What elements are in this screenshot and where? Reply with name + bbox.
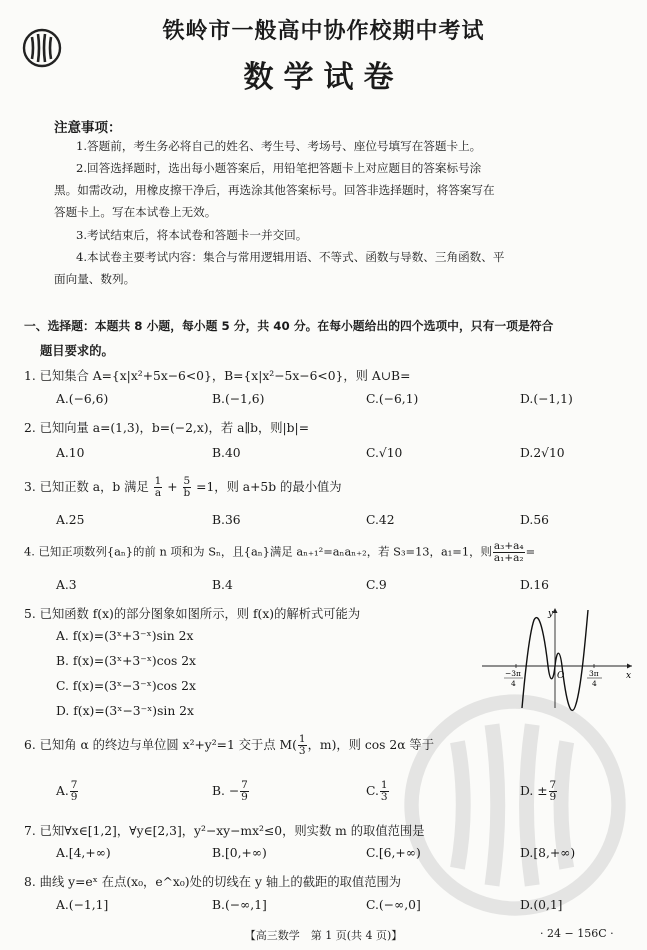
question-3-stem xyxy=(24,476,342,499)
notes-line: 2.回答选择题时，选出每小题答案后，用铅笔把答题卡上对应题目的答案标号涂 xyxy=(76,161,482,175)
question-4-stem-pre: 4. 已知正项数列{aₙ}的前 n 项和为 Sₙ，且{aₙ}满足 aₙ₊₁²=aₙaₙ₊₂，若 S₃=13，a₁=1，则 xyxy=(24,544,492,559)
question-6-option-d xyxy=(520,780,558,803)
y-axis-label: y xyxy=(548,609,554,619)
question-8-option-d: D.(0,1] xyxy=(520,898,563,912)
question-1-stem: 1. 已知集合 A={x|x²+5x−6<0}，B={x|x²−5x−6<0}，则 A∪B= xyxy=(24,369,411,383)
question-3-option-d: D.56 xyxy=(520,513,549,527)
question-7-option-b: B.[0,+∞) xyxy=(212,846,267,860)
question-2-option-d: D.2√10 xyxy=(520,446,565,460)
fraction xyxy=(298,734,307,757)
question-5-option-c: C. f(x)=(3ˣ−3⁻ˣ)cos 2x xyxy=(56,679,196,693)
fraction xyxy=(493,541,525,564)
question-2-option-c: C.√10 xyxy=(366,446,403,460)
option-letter: C. xyxy=(366,784,379,799)
question-8-option-b: B.(−∞,1] xyxy=(212,898,267,912)
denominator: 3 xyxy=(380,791,388,804)
notes-line: 1.答题前，考生务必将自己的姓名、考生号、考场号、座位号填写在答题卡上。 xyxy=(76,139,482,153)
origin-label: O xyxy=(557,671,565,681)
question-1-option-a: A.(−6,6) xyxy=(56,392,109,406)
question-5-stem: 5. 已知函数 f(x)的部分图象如图所示，则 f(x)的解析式可能为 xyxy=(24,607,361,621)
notes-line: 黑。如需改动，用橡皮擦干净后，再选涂其他答案标号。回答非选择题时，将答案写在 xyxy=(54,183,495,197)
question-4-stem-post: = xyxy=(525,544,536,559)
question-3-option-b: B.36 xyxy=(212,513,241,527)
question-7-option-d: D.[8,+∞) xyxy=(520,846,576,860)
plus-sign: + xyxy=(167,480,178,495)
question-6-stem xyxy=(24,734,434,757)
denominator: 3 xyxy=(298,745,306,758)
fraction xyxy=(183,476,192,499)
question-8-option-c: C.(−∞,0] xyxy=(366,898,421,912)
question-7-option-a: A.[4,+∞) xyxy=(56,846,111,860)
notes-line: 面向量、数列。 xyxy=(54,272,136,286)
notes-heading: 注意事项： xyxy=(54,120,122,136)
y-axis-arrow xyxy=(553,608,558,613)
question-4-stem xyxy=(24,541,535,564)
right-tick-label-denominator: 4 xyxy=(592,679,597,688)
x-axis-arrow xyxy=(627,664,632,669)
option-letter: D. ± xyxy=(520,784,548,799)
denominator: b xyxy=(183,487,191,500)
question-6-option-b xyxy=(212,780,250,803)
exam-code: · 24 − 156C · xyxy=(540,927,614,940)
left-tick-label-numerator: −3π xyxy=(505,669,521,678)
question-1-option-c: C.(−6,1) xyxy=(366,392,419,406)
question-7-option-c: C.[6,+∞) xyxy=(366,846,421,860)
option-letter: B. − xyxy=(212,784,240,799)
exam-paper-title: 数学试卷 xyxy=(243,60,404,95)
numerator: 1 xyxy=(154,475,162,487)
fraction xyxy=(549,780,558,803)
question-5-option-b: B. f(x)=(3ˣ+3⁻ˣ)cos 2x xyxy=(56,654,196,668)
notes-line: 3.考试结束后，将本试卷和答题卡一并交回。 xyxy=(76,228,308,242)
question-4-option-b: B.4 xyxy=(212,578,233,592)
numerator: 5 xyxy=(183,475,191,487)
right-tick-label-numerator: 3π xyxy=(589,669,599,678)
question-3-option-a: A.25 xyxy=(56,513,85,527)
denominator: a xyxy=(154,487,162,500)
question-2-option-b: B.40 xyxy=(212,446,241,460)
numerator: 7 xyxy=(241,779,248,791)
x-axis-label: x xyxy=(626,671,632,681)
question-5-option-d: D. f(x)=(3ˣ−3⁻ˣ)sin 2x xyxy=(56,704,194,718)
function-graph xyxy=(478,604,636,712)
question-6-stem-post: ，m)，则 cos 2α 等于 xyxy=(307,738,435,753)
question-4-option-a: A.3 xyxy=(56,578,77,592)
notes-line: 4.本试卷主要考试内容：集合与常用逻辑用语、不等式、函数与导数、三角函数、平 xyxy=(76,250,505,264)
section-heading: 一、选择题：本题共 8 小题，每小题 5 分，共 40 分。在每小题给出的四个选项中，只有一项是符合 xyxy=(24,319,554,333)
question-5-option-a: A. f(x)=(3ˣ+3⁻ˣ)sin 2x xyxy=(56,629,194,643)
fraction xyxy=(154,476,163,499)
denominator: 9 xyxy=(241,791,248,804)
question-4-option-d: D.16 xyxy=(520,578,549,592)
numerator: 1 xyxy=(380,779,388,791)
question-7-stem: 7. 已知∀x∈[1,2]，∀y∈[2,3]，y²−xy−mx²≤0，则实数 m 的取值范围是 xyxy=(24,824,425,838)
notes-line: 答题卡上。写在本试卷上无效。 xyxy=(54,205,217,219)
question-8-option-a: A.(−1,1] xyxy=(56,898,109,912)
denominator: a₁+a₂ xyxy=(493,552,524,565)
denominator: 9 xyxy=(549,791,557,804)
watermark-logo xyxy=(400,690,630,920)
question-4-option-c: C.9 xyxy=(366,578,387,592)
option-letter: A. xyxy=(56,784,69,799)
question-6-stem-pre: 6. 已知角 α 的终边与单位圆 x²+y²=1 交于点 M( xyxy=(24,738,297,753)
fraction xyxy=(70,780,79,803)
numerator: 1 xyxy=(298,733,306,745)
fraction xyxy=(380,780,389,803)
left-tick-label-denominator: 4 xyxy=(511,679,516,688)
question-1-option-b: B.(−1,6) xyxy=(212,392,265,406)
exam-school-title: 铁岭市一般高中协作校期中考试 xyxy=(162,19,485,44)
section-heading-cont: 题目要求的。 xyxy=(40,344,114,358)
question-1-option-d: D.(−1,1) xyxy=(520,392,573,406)
question-2-stem: 2. 已知向量 a=(1,3)，b=(−2,x)，若 a∥b，则|b|= xyxy=(24,421,310,435)
numerator: a₃+a₄ xyxy=(493,540,524,552)
question-3-stem-pre: 3. 已知正数 a，b 满足 xyxy=(24,480,149,495)
question-6-option-c xyxy=(366,780,390,803)
fraction xyxy=(240,780,249,803)
denominator: 9 xyxy=(70,791,78,804)
question-8-stem: 8. 曲线 y=eˣ 在点(x₀，e^x₀)处的切线在 y 轴上的截距的取值范围为 xyxy=(24,875,402,889)
question-3-option-c: C.42 xyxy=(366,513,395,527)
numerator: 7 xyxy=(70,779,78,791)
question-2-option-a: A.10 xyxy=(56,446,85,460)
question-6-option-a xyxy=(56,780,79,803)
question-3-stem-post: =1，则 a+5b 的最小值为 xyxy=(196,480,342,495)
page-footer: 【高三数学 第 1 页(共 4 页)】 xyxy=(244,929,403,942)
numerator: 7 xyxy=(549,779,557,791)
